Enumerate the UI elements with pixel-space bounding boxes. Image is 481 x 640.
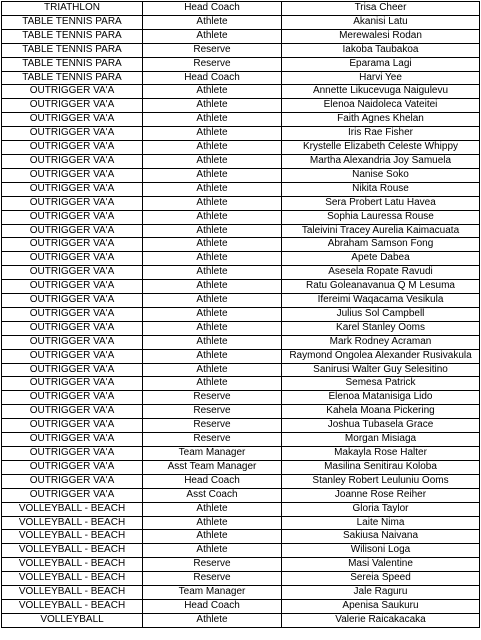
table-row bbox=[2, 419, 480, 433]
sport-cell: VOLLEYBALL - BEACH bbox=[2, 516, 143, 530]
role-cell: Athlete bbox=[143, 377, 282, 391]
name-cell: Eparama Lagi bbox=[282, 57, 480, 71]
sport-cell: OUTRIGGER VA'A bbox=[2, 196, 143, 210]
name-cell: Raymond Ongolea Alexander Rusivakula bbox=[282, 349, 480, 363]
name-cell: Martha Alexandria Joy Samuela bbox=[282, 154, 480, 168]
role-cell: Athlete bbox=[143, 29, 282, 43]
role-cell: Team Manager bbox=[143, 586, 282, 600]
name-cell: Harvi Yee bbox=[282, 71, 480, 85]
role-cell: Athlete bbox=[143, 613, 282, 627]
table-row bbox=[2, 460, 480, 474]
role-cell: Athlete bbox=[143, 15, 282, 29]
role-cell: Athlete bbox=[143, 113, 282, 127]
sport-cell: OUTRIGGER VA'A bbox=[2, 210, 143, 224]
table-row bbox=[2, 516, 480, 530]
sport-cell: OUTRIGGER VA'A bbox=[2, 99, 143, 113]
role-cell: Asst Coach bbox=[143, 488, 282, 502]
name-cell: Apete Dabea bbox=[282, 252, 480, 266]
name-cell: Masilina Senitirau Koloba bbox=[282, 460, 480, 474]
role-cell: Reserve bbox=[143, 43, 282, 57]
name-cell: Sera Probert Latu Havea bbox=[282, 196, 480, 210]
sport-cell: OUTRIGGER VA'A bbox=[2, 419, 143, 433]
role-cell: Athlete bbox=[143, 544, 282, 558]
table-row bbox=[2, 15, 480, 29]
table-row bbox=[2, 572, 480, 586]
sport-cell: OUTRIGGER VA'A bbox=[2, 433, 143, 447]
table-row bbox=[2, 544, 480, 558]
sport-cell: TRIATHLON bbox=[2, 2, 143, 16]
role-cell: Reserve bbox=[143, 391, 282, 405]
sport-cell: TABLE TENNIS PARA bbox=[2, 29, 143, 43]
role-cell: Athlete bbox=[143, 280, 282, 294]
table-row bbox=[2, 321, 480, 335]
table-row bbox=[2, 335, 480, 349]
role-cell: Reserve bbox=[143, 433, 282, 447]
sport-cell: OUTRIGGER VA'A bbox=[2, 154, 143, 168]
sport-cell: OUTRIGGER VA'A bbox=[2, 363, 143, 377]
table-row bbox=[2, 238, 480, 252]
sport-cell: OUTRIGGER VA'A bbox=[2, 141, 143, 155]
table-row bbox=[2, 85, 480, 99]
name-cell: Nikita Rouse bbox=[282, 182, 480, 196]
sport-cell: VOLLEYBALL - BEACH bbox=[2, 558, 143, 572]
role-cell: Athlete bbox=[143, 210, 282, 224]
role-cell: Head Coach bbox=[143, 71, 282, 85]
table-row bbox=[2, 349, 480, 363]
role-cell: Athlete bbox=[143, 530, 282, 544]
name-cell: Joanne Rose Reiher bbox=[282, 488, 480, 502]
role-cell: Athlete bbox=[143, 252, 282, 266]
table-row bbox=[2, 558, 480, 572]
name-cell: Laite Nima bbox=[282, 516, 480, 530]
role-cell: Reserve bbox=[143, 57, 282, 71]
sport-cell: VOLLEYBALL - BEACH bbox=[2, 502, 143, 516]
sport-cell: OUTRIGGER VA'A bbox=[2, 377, 143, 391]
role-cell: Reserve bbox=[143, 405, 282, 419]
table-row bbox=[2, 2, 480, 16]
name-cell: Julius Sol Campbell bbox=[282, 307, 480, 321]
role-cell: Team Manager bbox=[143, 447, 282, 461]
name-cell: Iakoba Taubakoa bbox=[282, 43, 480, 57]
table-row bbox=[2, 71, 480, 85]
name-cell: Mark Rodney Acraman bbox=[282, 335, 480, 349]
table-row bbox=[2, 210, 480, 224]
sport-cell: OUTRIGGER VA'A bbox=[2, 460, 143, 474]
role-cell: Head Coach bbox=[143, 599, 282, 613]
sport-cell: OUTRIGGER VA'A bbox=[2, 252, 143, 266]
sport-cell: OUTRIGGER VA'A bbox=[2, 488, 143, 502]
table-row bbox=[2, 252, 480, 266]
sport-cell: TABLE TENNIS PARA bbox=[2, 57, 143, 71]
name-cell: Joshua Tubasela Grace bbox=[282, 419, 480, 433]
sport-cell: OUTRIGGER VA'A bbox=[2, 335, 143, 349]
role-cell: Athlete bbox=[143, 307, 282, 321]
table-row bbox=[2, 99, 480, 113]
sport-cell: OUTRIGGER VA'A bbox=[2, 85, 143, 99]
name-cell: Faith Agnes Khelan bbox=[282, 113, 480, 127]
name-cell: Annette Likucevuga Naigulevu bbox=[282, 85, 480, 99]
sport-cell: TABLE TENNIS PARA bbox=[2, 43, 143, 57]
role-cell: Head Coach bbox=[143, 474, 282, 488]
name-cell: Sereia Speed bbox=[282, 572, 480, 586]
role-cell: Reserve bbox=[143, 558, 282, 572]
name-cell: Abraham Samson Fong bbox=[282, 238, 480, 252]
table-row bbox=[2, 307, 480, 321]
sport-cell: OUTRIGGER VA'A bbox=[2, 127, 143, 141]
role-cell: Athlete bbox=[143, 516, 282, 530]
table-row bbox=[2, 599, 480, 613]
sport-cell: OUTRIGGER VA'A bbox=[2, 307, 143, 321]
sport-cell: OUTRIGGER VA'A bbox=[2, 266, 143, 280]
role-cell: Athlete bbox=[143, 182, 282, 196]
name-cell: Wilisoni Loga bbox=[282, 544, 480, 558]
role-cell: Athlete bbox=[143, 196, 282, 210]
table-row bbox=[2, 586, 480, 600]
name-cell: Sakiusa Naivana bbox=[282, 530, 480, 544]
name-cell: Taleivini Tracey Aurelia Kaimacuata bbox=[282, 224, 480, 238]
table-row bbox=[2, 141, 480, 155]
role-cell: Athlete bbox=[143, 141, 282, 155]
sport-cell: OUTRIGGER VA'A bbox=[2, 474, 143, 488]
name-cell: Ifereimi Waqacama Vesikula bbox=[282, 294, 480, 308]
sport-cell: OUTRIGGER VA'A bbox=[2, 294, 143, 308]
role-cell: Athlete bbox=[143, 266, 282, 280]
sport-cell: OUTRIGGER VA'A bbox=[2, 113, 143, 127]
name-cell: Asesela Ropate Ravudi bbox=[282, 266, 480, 280]
name-cell: Sophia Lauressa Rouse bbox=[282, 210, 480, 224]
name-cell: Kahela Moana Pickering bbox=[282, 405, 480, 419]
sport-cell: VOLLEYBALL - BEACH bbox=[2, 586, 143, 600]
name-cell: Morgan Misiaga bbox=[282, 433, 480, 447]
table-row bbox=[2, 224, 480, 238]
name-cell: Ratu Goleanavanua Q M Lesuma bbox=[282, 280, 480, 294]
sport-cell: VOLLEYBALL - BEACH bbox=[2, 544, 143, 558]
name-cell: Elenoa Naidoleca Vateitei bbox=[282, 99, 480, 113]
role-cell: Athlete bbox=[143, 224, 282, 238]
role-cell: Athlete bbox=[143, 168, 282, 182]
table-row bbox=[2, 530, 480, 544]
table-row bbox=[2, 447, 480, 461]
table-row bbox=[2, 474, 480, 488]
table-row bbox=[2, 168, 480, 182]
role-cell: Reserve bbox=[143, 572, 282, 586]
table-row bbox=[2, 488, 480, 502]
roster-table-body bbox=[2, 2, 480, 628]
role-cell: Athlete bbox=[143, 238, 282, 252]
sport-cell: OUTRIGGER VA'A bbox=[2, 447, 143, 461]
role-cell: Athlete bbox=[143, 99, 282, 113]
table-row bbox=[2, 502, 480, 516]
sport-cell: OUTRIGGER VA'A bbox=[2, 321, 143, 335]
name-cell: Jale Raguru bbox=[282, 586, 480, 600]
sport-cell: VOLLEYBALL - BEACH bbox=[2, 530, 143, 544]
sport-cell: VOLLEYBALL bbox=[2, 613, 143, 627]
table-row bbox=[2, 433, 480, 447]
table-row bbox=[2, 29, 480, 43]
sport-cell: VOLLEYBALL - BEACH bbox=[2, 599, 143, 613]
table-row bbox=[2, 391, 480, 405]
name-cell: Merewalesi Rodan bbox=[282, 29, 480, 43]
role-cell: Athlete bbox=[143, 85, 282, 99]
table-row bbox=[2, 57, 480, 71]
name-cell: Makayla Rose Halter bbox=[282, 447, 480, 461]
table-row bbox=[2, 182, 480, 196]
sport-cell: OUTRIGGER VA'A bbox=[2, 182, 143, 196]
sport-cell: OUTRIGGER VA'A bbox=[2, 391, 143, 405]
name-cell: Valerie Raicakacaka bbox=[282, 613, 480, 627]
name-cell: Akanisi Latu bbox=[282, 15, 480, 29]
sport-cell: VOLLEYBALL - BEACH bbox=[2, 572, 143, 586]
name-cell: Karel Stanley Ooms bbox=[282, 321, 480, 335]
name-cell: Apenisa Saukuru bbox=[282, 599, 480, 613]
sport-cell: TABLE TENNIS PARA bbox=[2, 15, 143, 29]
table-row bbox=[2, 294, 480, 308]
role-cell: Reserve bbox=[143, 419, 282, 433]
name-cell: Masi Valentine bbox=[282, 558, 480, 572]
table-row bbox=[2, 280, 480, 294]
name-cell: Iris Rae Fisher bbox=[282, 127, 480, 141]
table-row bbox=[2, 377, 480, 391]
sport-cell: OUTRIGGER VA'A bbox=[2, 349, 143, 363]
sport-cell: OUTRIGGER VA'A bbox=[2, 168, 143, 182]
sport-cell: TABLE TENNIS PARA bbox=[2, 71, 143, 85]
name-cell: Nanise Soko bbox=[282, 168, 480, 182]
role-cell: Athlete bbox=[143, 321, 282, 335]
role-cell: Athlete bbox=[143, 502, 282, 516]
table-row bbox=[2, 43, 480, 57]
roster-table bbox=[1, 1, 480, 628]
name-cell: Trisa Cheer bbox=[282, 2, 480, 16]
role-cell: Athlete bbox=[143, 335, 282, 349]
table-row bbox=[2, 154, 480, 168]
sport-cell: OUTRIGGER VA'A bbox=[2, 405, 143, 419]
name-cell: Sanirusi Walter Guy Selesitino bbox=[282, 363, 480, 377]
role-cell: Athlete bbox=[143, 154, 282, 168]
table-row bbox=[2, 405, 480, 419]
table-row bbox=[2, 266, 480, 280]
role-cell: Head Coach bbox=[143, 2, 282, 16]
role-cell: Asst Team Manager bbox=[143, 460, 282, 474]
name-cell: Krystelle Elizabeth Celeste Whippy bbox=[282, 141, 480, 155]
name-cell: Stanley Robert Leuluniu Ooms bbox=[282, 474, 480, 488]
table-row bbox=[2, 363, 480, 377]
table-row bbox=[2, 113, 480, 127]
name-cell: Semesa Patrick bbox=[282, 377, 480, 391]
sport-cell: OUTRIGGER VA'A bbox=[2, 238, 143, 252]
name-cell: Elenoa Matanisiga Lido bbox=[282, 391, 480, 405]
role-cell: Athlete bbox=[143, 363, 282, 377]
name-cell: Gloria Taylor bbox=[282, 502, 480, 516]
table-row bbox=[2, 127, 480, 141]
sport-cell: OUTRIGGER VA'A bbox=[2, 224, 143, 238]
table-row bbox=[2, 613, 480, 627]
role-cell: Athlete bbox=[143, 127, 282, 141]
sport-cell: OUTRIGGER VA'A bbox=[2, 280, 143, 294]
role-cell: Athlete bbox=[143, 294, 282, 308]
role-cell: Athlete bbox=[143, 349, 282, 363]
table-row bbox=[2, 196, 480, 210]
